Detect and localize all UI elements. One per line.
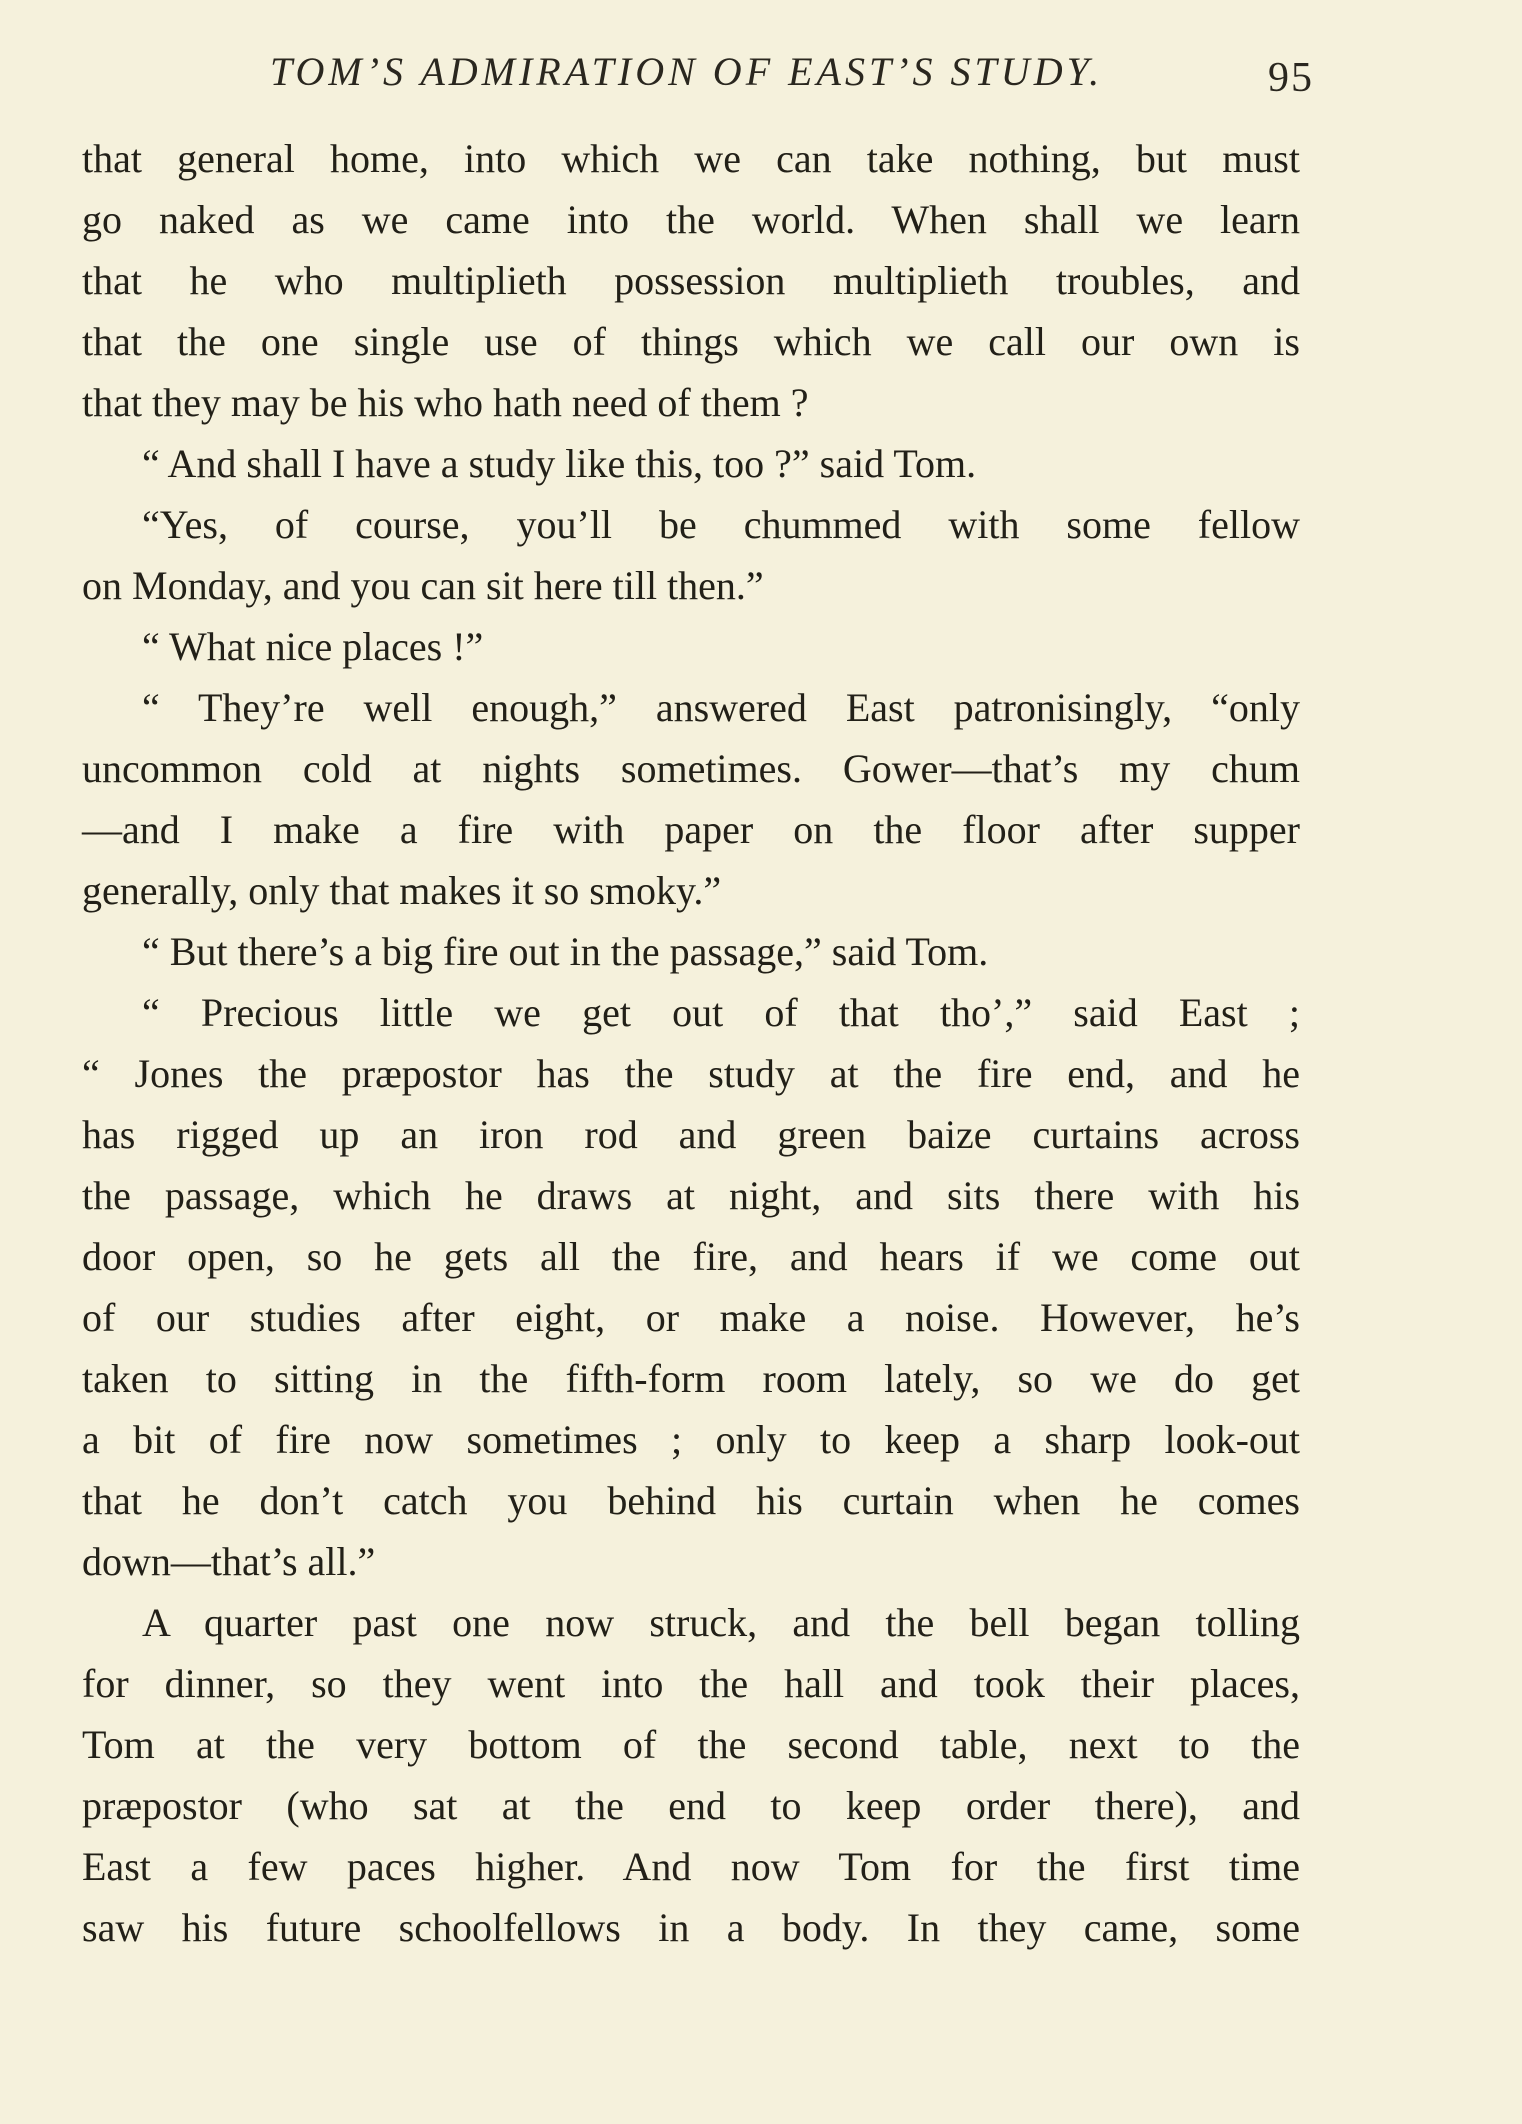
- text-line: “ Precious little we get out of that tho’,” said East ;: [142, 990, 1300, 1035]
- text-line: “Yes, of course, you’ll be chummed with some fellow: [142, 502, 1300, 547]
- text-line: A quarter past one now struck, and the bell began tolling: [142, 1600, 1300, 1645]
- text-line: “ What nice places !”: [142, 624, 484, 669]
- text-line: that he who multiplieth possession multiplieth troubles, and: [82, 258, 1300, 303]
- text-line: East a few paces higher. And now Tom for the first time: [82, 1844, 1300, 1889]
- text-line: “ And shall I have a study like this, too ?” said Tom.: [142, 441, 977, 486]
- text-line: door open, so he gets all the fire, and hears if we come out: [82, 1234, 1300, 1279]
- page-number: 95: [1268, 55, 1314, 101]
- text-line: uncommon cold at nights sometimes. Gower—that’s my chum: [82, 746, 1300, 791]
- text-line: has rigged up an iron rod and green baize curtains across: [82, 1112, 1300, 1157]
- text-line: that general home, into which we can take nothing, but must: [82, 136, 1300, 181]
- text-line: go naked as we came into the world. When shall we learn: [82, 197, 1300, 242]
- text-line: down—that’s all.”: [82, 1539, 376, 1584]
- text-line: generally, only that makes it so smoky.”: [82, 868, 722, 913]
- text-line: Tom at the very bottom of the second table, next to the: [82, 1722, 1300, 1767]
- text-line: “ They’re well enough,” answered East patronisingly, “only: [142, 685, 1300, 730]
- text-line: taken to sitting in the fifth-form room lately, so we do get: [82, 1356, 1300, 1401]
- text-line: that he don’t catch you behind his curtain when he comes: [82, 1478, 1300, 1523]
- text-line: præpostor (who sat at the end to keep order there), and: [82, 1783, 1300, 1828]
- running-head: [0, 48, 1522, 108]
- text-line: —and I make a fire with paper on the floor after supper: [82, 807, 1300, 852]
- running-title: TOM’S ADMIRATION OF EAST’S STUDY.: [270, 49, 1104, 94]
- text-line: that they may be his who hath need of them ?: [82, 380, 809, 425]
- text-line: “ But there’s a big fire out in the passage,” said Tom.: [142, 929, 989, 974]
- text-line: for dinner, so they went into the hall and took their places,: [82, 1661, 1300, 1706]
- text-line: that the one single use of things which we call our own is: [82, 319, 1300, 364]
- text-line: “ Jones the præpostor has the study at the fire end, and he: [82, 1051, 1300, 1096]
- text-line: on Monday, and you can sit here till then.”: [82, 563, 764, 608]
- text-line: a bit of fire now sometimes ; only to keep a sharp look-out: [82, 1417, 1300, 1462]
- body-text: [82, 128, 1300, 1958]
- text-line: of our studies after eight, or make a noise. However, he’s: [82, 1295, 1300, 1340]
- text-line: saw his future schoolfellows in a body. In they came, some: [82, 1905, 1300, 1950]
- text-line: the passage, which he draws at night, and sits there with his: [82, 1173, 1300, 1218]
